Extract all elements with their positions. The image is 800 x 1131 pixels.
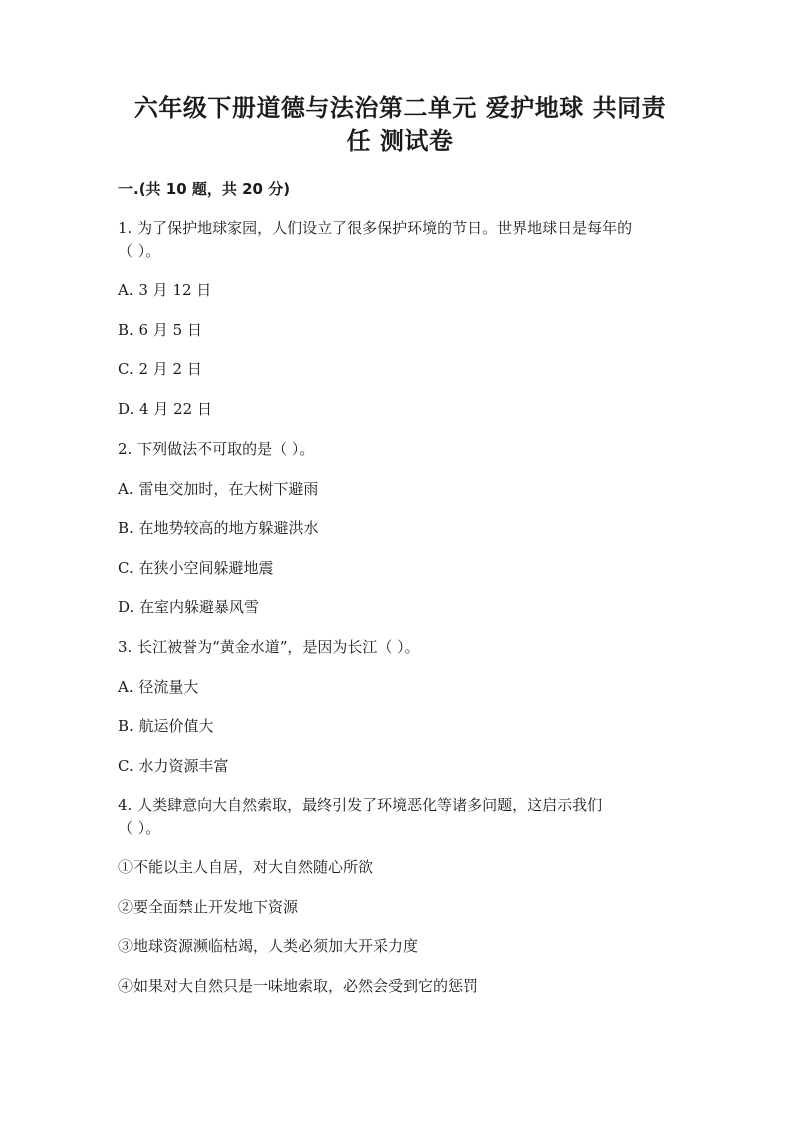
question-2-option-c: C. 在狭小空间躲避地震 [118, 559, 274, 577]
question-4-option-1: ①不能以主人自居，对大自然随心所欲 [118, 858, 374, 876]
question-1-stem-line-2: （ ）。 [118, 242, 161, 260]
question-4-option-2: ②要全面禁止开发地下资源 [118, 898, 299, 916]
section-heading: 一.(共 10 题，共 20 分) [118, 180, 291, 198]
question-2-option-b: B. 在地势较高的地方躲避洪水 [118, 519, 319, 537]
question-4-option-4: ④如果对大自然只是一味地索取，必然会受到它的惩罚 [118, 977, 479, 995]
question-3-option-a: A. 径流量大 [118, 678, 199, 696]
question-2-stem: 2. 下列做法不可取的是（ ）。 [118, 440, 315, 458]
question-1-option-a: A. 3 月 12 日 [118, 281, 212, 299]
question-4-option-3: ③地球资源濒临枯竭，人类必须加大开采力度 [118, 937, 419, 955]
question-1-stem-line-1: 1. 为了保护地球家园，人们设立了很多保护环境的节日。世界地球日是每年的 [118, 219, 633, 237]
question-3-stem: 3. 长江被誉为“黄金水道”，是因为长江（ ）。 [118, 638, 420, 656]
question-4-stem-line-2: （ ）。 [118, 819, 161, 837]
title-line-2: 任 测试卷 [346, 127, 454, 155]
question-2-option-a: A. 雷电交加时，在大树下避雨 [118, 480, 319, 498]
page-title [100, 92, 700, 158]
question-2-option-d: D. 在室内躲避暴风雪 [118, 598, 260, 616]
title-line-1: 六年级下册道德与法治第二单元 爱护地球 共同责 [133, 94, 667, 122]
question-1-option-b: B. 6 月 5 日 [118, 321, 202, 339]
question-3-option-c: C. 水力资源丰富 [118, 757, 229, 775]
question-3-option-b: B. 航运价值大 [118, 717, 214, 735]
question-1-option-d: D. 4 月 22 日 [118, 400, 212, 418]
question-1-option-c: C. 2 月 2 日 [118, 360, 202, 378]
question-4-stem-line-1: 4. 人类肆意向大自然索取，最终引发了环境恶化等诸多问题，这启示我们 [118, 796, 603, 814]
